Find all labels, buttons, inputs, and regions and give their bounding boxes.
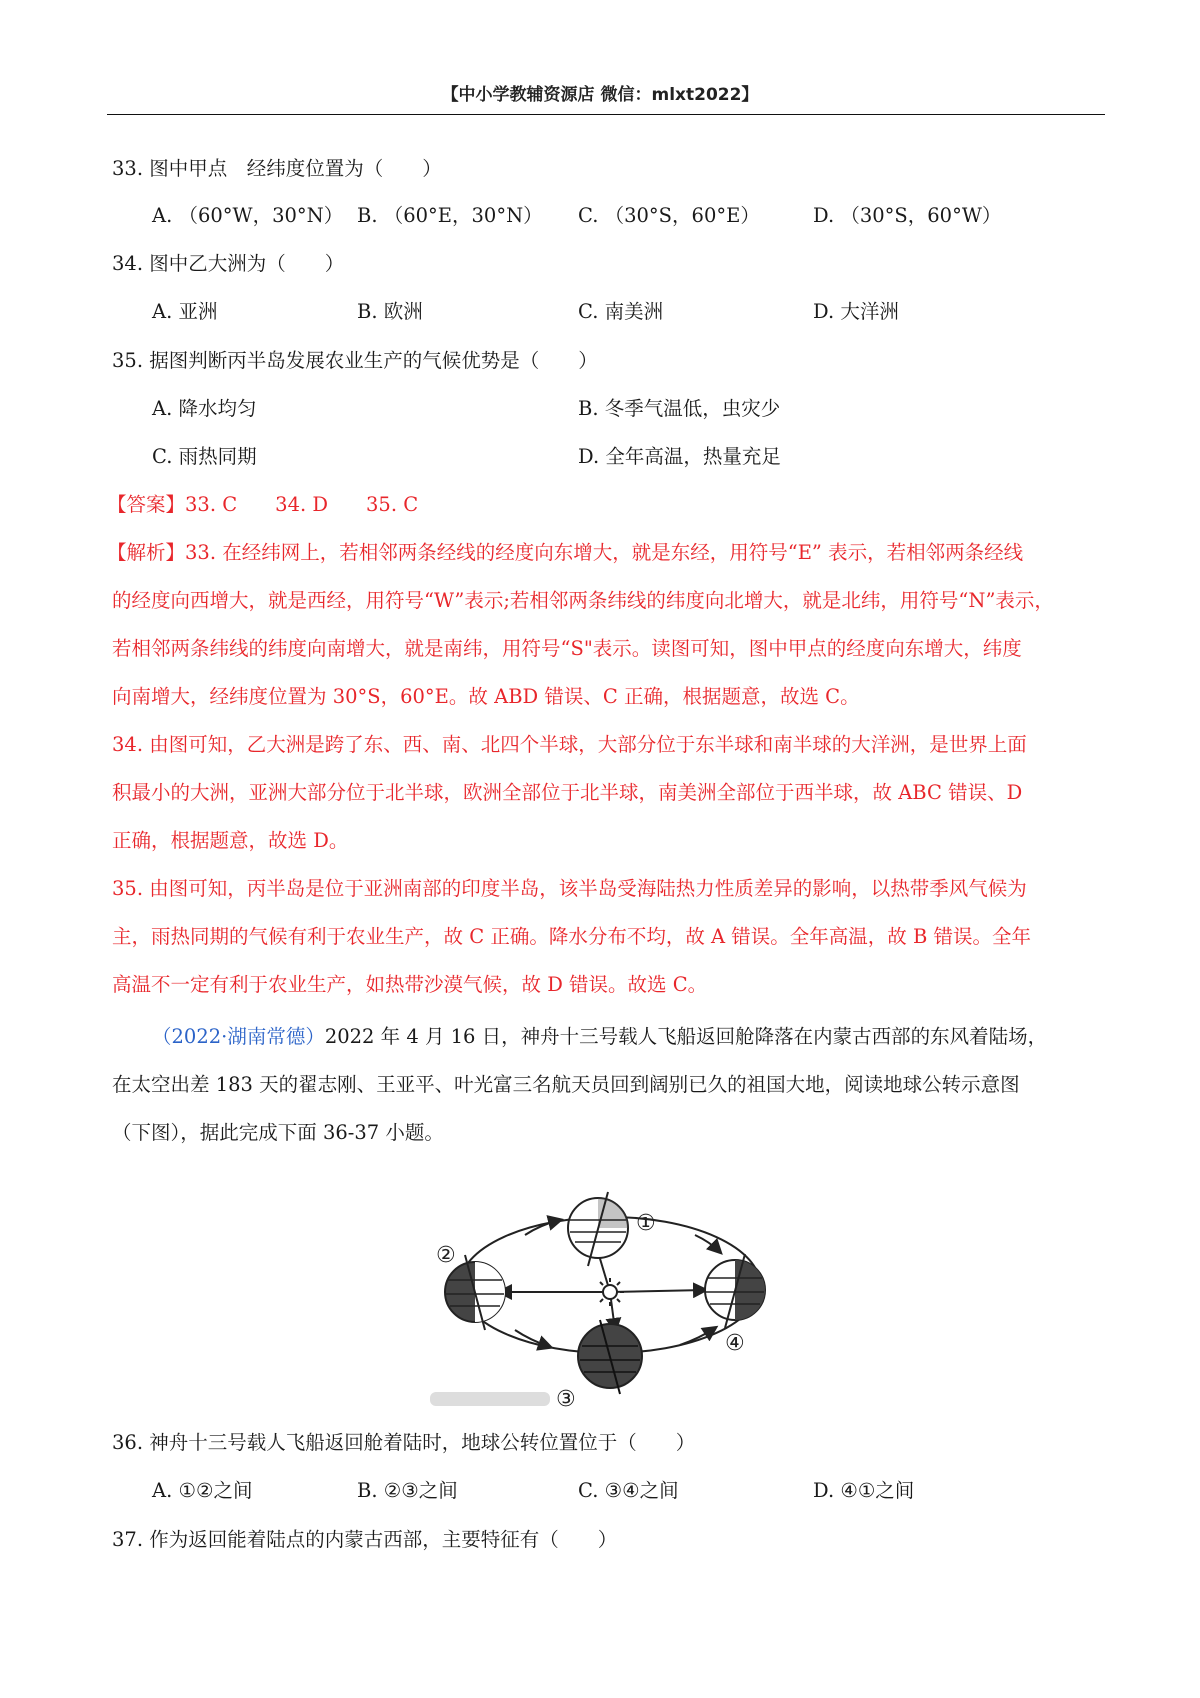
q36-option-c: C. ③④之间 xyxy=(578,1479,679,1502)
analysis-line-4: 向南增大，经纬度位置为 30°S，60°E。故 ABD 错误、C 正确，根据题意，故选 C。 xyxy=(112,685,860,708)
header-rule xyxy=(107,114,1105,115)
analysis-label: 【解析】 xyxy=(107,541,186,564)
analysis-line-9: 主，雨热同期的气候有利于农业生产，故 C 正确。降水分布不均，故 A 错误。全年高温，故 B 错误。全年 xyxy=(112,925,1032,948)
analysis-line-10: 高温不一定有利于农业生产，如热带沙漠气候，故 D 错误。故选 C。 xyxy=(112,973,708,996)
q33-option-d: D. （30°S，60°W） xyxy=(813,204,1002,227)
label-position-1: ① xyxy=(636,1211,656,1236)
passage-source: （2022·湖南常德） xyxy=(152,1025,325,1048)
q35-option-b: B. 冬季气温低，虫灾少 xyxy=(578,397,781,420)
q33-option-c: C. （30°S，60°E） xyxy=(578,204,760,227)
q34-stem: 34. 图中乙大洲为（ ） xyxy=(112,252,345,275)
answer-line xyxy=(107,492,418,518)
earth-position-3 xyxy=(578,1320,642,1394)
passage-line-3: （下图），据此完成下面 36-37 小题。 xyxy=(112,1121,444,1144)
answer-35: 35. C xyxy=(366,493,419,516)
answer-33: 33. C xyxy=(185,493,238,516)
q33-option-b: B. （60°E，30°N） xyxy=(357,204,543,227)
earth-revolution-diagram xyxy=(430,1180,790,1429)
q35-option-a: A. 降水均匀 xyxy=(152,397,257,420)
label-position-4: ④ xyxy=(725,1331,745,1356)
analysis-line-3: 若相邻两条纬线的纬度向南增大，就是南纬，用符号“S"表示。读图可知，图中甲点的经度向东增大，纬度 xyxy=(112,637,1022,660)
passage-line-2: 在太空出差 183 天的翟志刚、王亚平、叶光富三名航天员回到阔别已久的祖国大地，阅读地球公转示意图 xyxy=(112,1073,1020,1096)
q33-option-a: A. （60°W，30°N） xyxy=(152,204,344,227)
label-position-3: ③ xyxy=(556,1387,576,1412)
label-position-2: ② xyxy=(436,1243,456,1268)
q35-option-d: D. 全年高温，热量充足 xyxy=(578,445,781,468)
q34-option-d: D. 大洋洲 xyxy=(813,300,899,323)
q36-stem: 36. 神舟十三号载人飞船返回舱着陆时，地球公转位置位于（ ） xyxy=(112,1431,696,1454)
page-header: 【中小学教辅资源店 微信：mlxt2022】 xyxy=(441,85,759,105)
analysis-line-7: 正确，根据题意，故选 D。 xyxy=(112,829,349,852)
q36-option-b: B. ②③之间 xyxy=(357,1479,458,1502)
analysis-line-5: 34. 由图可知，乙大洲是跨了东、西、南、北四个半球，大部分位于东半球和南半球的大洋洲，是世界上面 xyxy=(112,733,1027,756)
q34-option-a: A. 亚洲 xyxy=(152,300,218,323)
q36-option-d: D. ④①之间 xyxy=(813,1479,915,1502)
q34-option-c: C. 南美洲 xyxy=(578,300,664,323)
revolution-svg xyxy=(430,1180,790,1425)
sun-ray-arrow xyxy=(610,1290,705,1292)
analysis-line-6: 积最小的大洲，亚洲大部分位于北半球，欧洲全部位于北半球，南美洲全部位于西半球，故 ABC 错误、D xyxy=(112,781,1023,804)
analysis-line-2: 的经度向西增大，就是西经，用符号“W”表示;若相邻两条纬线的纬度向北增大，就是北纬，用符号“N”表示， xyxy=(112,589,1054,612)
earth-position-1 xyxy=(568,1192,628,1266)
q37-stem: 37. 作为返回能着陆点的内蒙古西部，主要特征有（ ） xyxy=(112,1528,618,1551)
scan-artifact xyxy=(430,1392,550,1406)
passage-line-1: （2022·湖南常德）2022 年 4 月 16 日，神舟十三号载人飞船返回舱降落在内蒙古西部的东风着陆场， xyxy=(152,1025,1048,1048)
answer-34: 34. D xyxy=(275,493,329,516)
q36-option-a: A. ①②之间 xyxy=(152,1479,253,1502)
q33-stem: 33. 图中甲点 经纬度位置为（ ） xyxy=(112,157,442,180)
q35-stem: 35. 据图判断丙半岛发展农业生产的气候优势是（ ） xyxy=(112,349,598,372)
orbit-arrow xyxy=(515,1330,550,1347)
answer-label: 【答案】 xyxy=(107,493,186,516)
analysis-line-8: 35. 由图可知，丙半岛是位于亚洲南部的印度半岛，该半岛受海陆热力性质差异的影响，以热带季风气候为 xyxy=(112,877,1027,900)
q35-option-c: C. 雨热同期 xyxy=(152,445,257,468)
analysis-line-1: 【解析】33. 在经纬网上，若相邻两条经线的经度向东增大，就是东经，用符号“E” 表示，若相邻两条经线 xyxy=(107,541,1024,564)
q34-option-b: B. 欧洲 xyxy=(357,300,423,323)
earth-position-4 xyxy=(705,1254,765,1328)
